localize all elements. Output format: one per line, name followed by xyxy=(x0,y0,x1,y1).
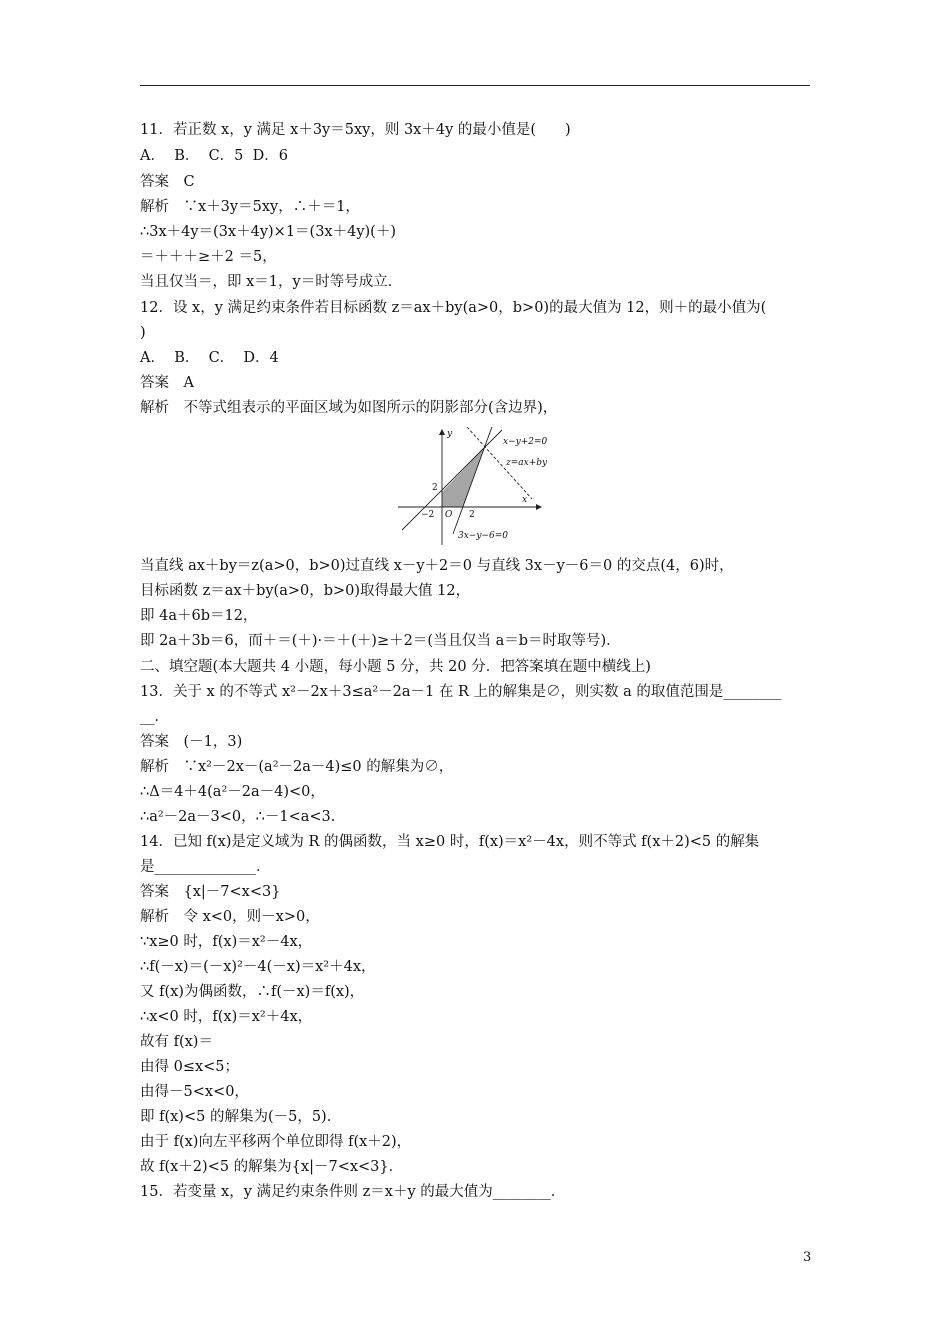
q11-solution-line: 解析 ∵x＋3y＝5xy，∴＋＝1， xyxy=(140,199,360,215)
y-tick-label: 2 xyxy=(432,483,438,493)
q14-solution-line: 由得 0≤x<5； xyxy=(140,1059,240,1075)
q14-solution-line: 故 f(x＋2)<5 的解集为{x|－7<x<3}． xyxy=(140,1159,404,1175)
q11-options: A． B． C．5 D．6 xyxy=(140,148,288,164)
q11-solution-line: 当且仅当＝，即 x＝1，y＝时等号成立． xyxy=(140,274,403,290)
q14-solution-line: ∴f(－x)＝(－x)²－4(－x)＝x²＋4x， xyxy=(140,959,376,975)
header-rule xyxy=(140,85,810,86)
q14-solution-line: 又 f(x)为偶函数，∴f(－x)＝f(x)， xyxy=(140,984,365,1000)
q15-stem: 15．若变量 x，y 满足约束条件则 z＝x＋y 的最大值为________． xyxy=(140,1184,566,1200)
q11-answer: 答案 C xyxy=(140,174,195,190)
line1-label: x−y+2=0 xyxy=(503,437,548,447)
q11-solution-line: ＝＋＋＋≥＋2 ＝5， xyxy=(140,249,277,265)
q14-solution-line: ∴x<0 时，f(x)＝x²＋4x， xyxy=(140,1009,313,1025)
q12-solution-line: 解析 不等式组表示的平面区域为如图所示的阴影部分(含边界)， xyxy=(140,400,558,416)
q13-stem-cont: __． xyxy=(140,709,169,725)
q13-solution-line: ∴a²－2a－3<0，∴－1<a<3. xyxy=(140,809,336,825)
q14-solution-line: 由于 f(x)向左平移两个单位即得 f(x＋2)， xyxy=(140,1134,412,1150)
q14-answer: 答案 {x|－7<x<3} xyxy=(140,884,281,900)
line3-label: 3x−y−6=0 xyxy=(458,531,508,541)
feasible-region-figure xyxy=(398,427,558,545)
q14-solution-line: 故有 f(x)＝ xyxy=(140,1034,213,1050)
q14-solution-line: 由得－5<x<0， xyxy=(140,1084,249,1100)
x-axis-label: x xyxy=(522,495,528,505)
q14-solution-line: 解析 令 x<0，则－x>0， xyxy=(140,909,320,925)
shaded-region xyxy=(442,447,485,507)
q14-solution-line: ∵x≥0 时，f(x)＝x²－4x， xyxy=(140,934,313,950)
q11-solution-line: ∴3x＋4y＝(3x＋4y)×1＝(3x＋4y)(＋) xyxy=(140,224,397,240)
q12-answer: 答案 A xyxy=(140,375,194,391)
q12-solution-line: 当直线 ax＋by＝z(a>0，b>0)过直线 x－y＋2＝0 与直线 3x－y－6＝0 的交点(4，6)时， xyxy=(140,558,734,574)
q12-options: A． B． C． D．4 xyxy=(140,350,279,366)
q13-answer: 答案 (－1，3) xyxy=(140,734,243,750)
x-tick-neg-label: −2 xyxy=(421,510,435,520)
q14-stem: 14．已知 f(x)是定义域为 R 的偶函数，当 x≥0 时，f(x)＝x²－4x，则不等式 f(x＋2)<5 的解集 xyxy=(140,834,760,850)
y-axis-arrow xyxy=(439,429,445,435)
q12-solution-line: 即 4a＋6b＝12， xyxy=(140,608,258,624)
y-axis-label: y xyxy=(447,429,453,439)
page-number: 3 xyxy=(803,1250,812,1265)
origin-label: O xyxy=(445,510,453,520)
q14-stem-cont: 是______________． xyxy=(140,859,271,875)
q13-solution-line: ∴Δ＝4＋4(a²－2a－4)<0， xyxy=(140,784,325,800)
x-tick-pos-label: 2 xyxy=(469,510,475,520)
q14-solution-line: 即 f(x)<5 的解集为(－5，5)． xyxy=(140,1109,342,1125)
q13-stem: 13．关于 x 的不等式 x²－2x＋3≤a²－2a－1 在 R 上的解集是∅，则实数 a 的取值范围是________ xyxy=(140,684,782,700)
q12-solution-line: 即 2a＋3b＝6，而＋＝(＋)·＝＋(＋)≥＋2＝(当且仅当 a＝b＝时取等号)． xyxy=(140,633,621,649)
q13-solution-line: 解析 ∵x²－2x－(a²－2a－4)≤0 的解集为∅， xyxy=(140,759,454,775)
x-axis-arrow xyxy=(536,504,542,510)
line2-label: z=ax+by xyxy=(506,458,548,468)
section-heading: 二、填空题(本大题共 4 小题，每小题 5 分，共 20 分．把答案填在题中横线上) xyxy=(140,659,651,675)
q12-stem-cont: ) xyxy=(140,325,146,341)
q12-stem: 12．设 x，y 满足约束条件若目标函数 z＝ax＋by(a>0，b>0)的最大值为 12，则＋的最小值为( xyxy=(140,300,767,316)
q12-solution-line: 目标函数 z＝ax＋by(a>0，b>0)取得最大值 12， xyxy=(140,583,471,599)
q11-stem: 11．若正数 x，y 满足 x＋3y＝5xy，则 3x＋4y 的最小值是( ) xyxy=(140,122,571,138)
